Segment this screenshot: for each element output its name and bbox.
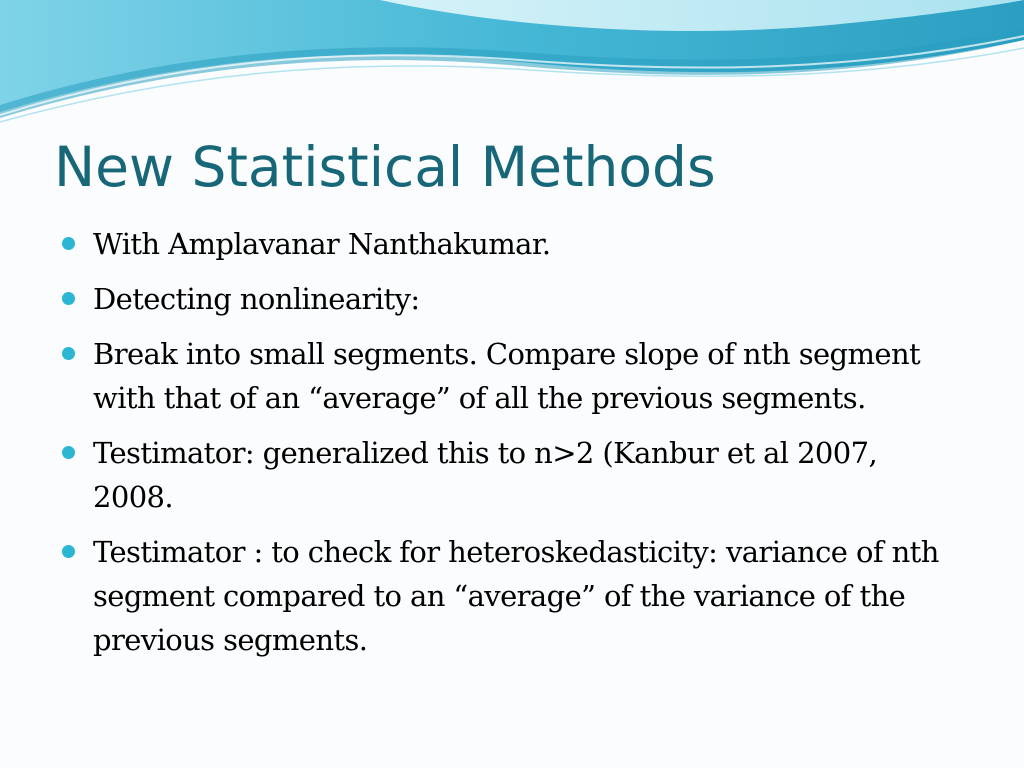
bullet-dot-icon — [62, 237, 75, 250]
wave-header-decoration — [0, 0, 1024, 130]
bullet-item-3 — [62, 332, 962, 420]
bullet-text: Break into small segments. Compare slope of nth segment with that of an “average” of all the previous segments. — [93, 337, 921, 415]
bullet-dot-icon — [62, 292, 75, 305]
bullet-text: Testimator : to check for heteroskedasticity: variance of nth segment compared to an “average” of the variance of the previous segments. — [93, 535, 939, 657]
bullet-item-1 — [62, 222, 962, 266]
bullet-item-2 — [62, 277, 962, 321]
bullet-dot-icon — [62, 446, 75, 459]
bullet-dot-icon — [62, 347, 75, 360]
bullet-list — [62, 222, 962, 673]
bullet-text: With Amplavanar Nanthakumar. — [93, 227, 551, 261]
slide-title: New Statistical Methods — [54, 135, 716, 199]
bullet-item-5 — [62, 530, 962, 662]
bullet-text: Testimator: generalized this to n>2 (Kanbur et al 2007, 2008. — [93, 436, 878, 514]
bullet-dot-icon — [62, 545, 75, 558]
bullet-text: Detecting nonlinearity: — [93, 282, 420, 316]
bullet-item-4 — [62, 431, 962, 519]
